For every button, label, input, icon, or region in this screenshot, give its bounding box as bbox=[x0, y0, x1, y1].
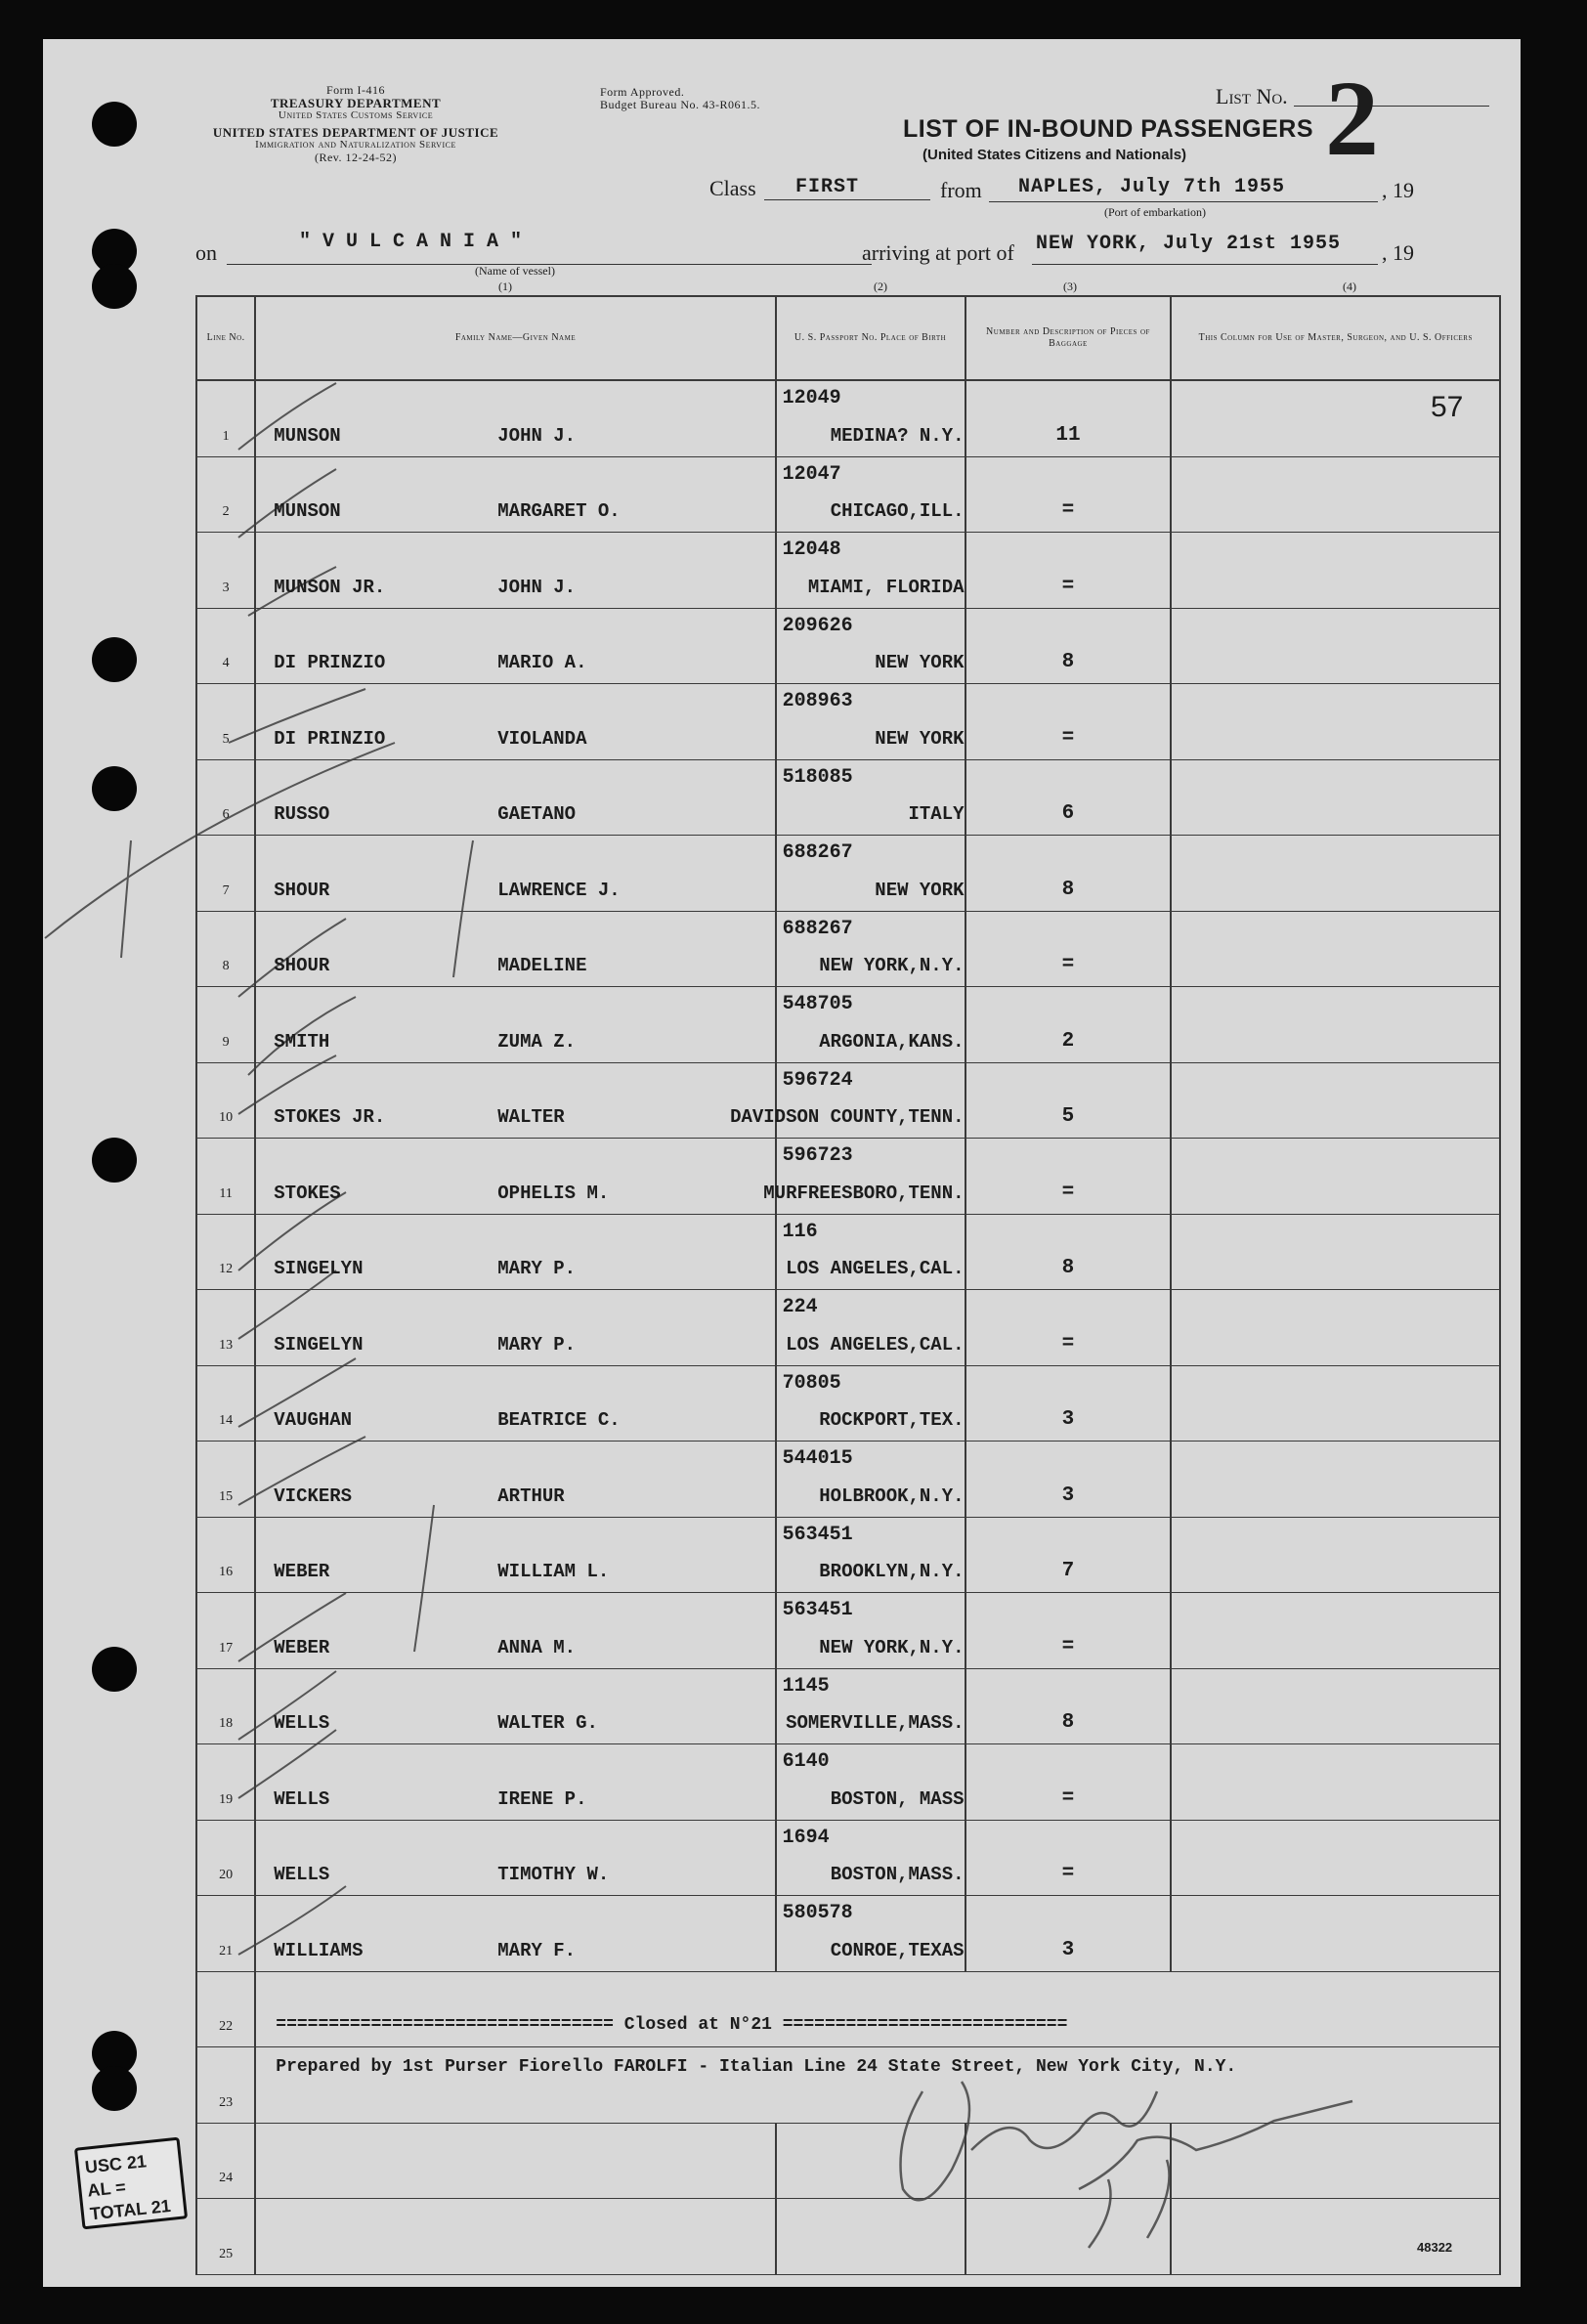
line-number: 2 bbox=[222, 504, 230, 519]
table-row bbox=[196, 1820, 1500, 1896]
given-name: LAWRENCE J. bbox=[497, 879, 621, 901]
baggage-count: = bbox=[1061, 499, 1075, 522]
place-of-birth: BOSTON,MASS. bbox=[830, 1864, 965, 1885]
col-num-4: (4) bbox=[1343, 280, 1356, 293]
given-name: WALTER G. bbox=[497, 1712, 598, 1734]
place-of-birth: CONROE,TEXAS bbox=[830, 1939, 965, 1961]
passport-number: 6140 bbox=[782, 1750, 830, 1773]
class-label: Class bbox=[709, 176, 756, 200]
place-of-birth: NEW YORK bbox=[875, 879, 965, 901]
family-name: MUNSON bbox=[274, 500, 341, 522]
col-num-1: (1) bbox=[498, 280, 512, 293]
officer-note: 57 bbox=[1431, 391, 1464, 423]
class-value: FIRST bbox=[795, 176, 860, 198]
table-row bbox=[196, 456, 1500, 533]
col-line-no: Line No. bbox=[206, 332, 245, 343]
family-name: MUNSON bbox=[274, 424, 341, 447]
table-header bbox=[196, 296, 1500, 380]
family-name: WELLS bbox=[274, 1864, 330, 1885]
customs-service: United States Customs Service bbox=[278, 109, 434, 121]
treasury-dept: TREASURY DEPARTMENT bbox=[270, 96, 442, 110]
given-name: ZUMA Z. bbox=[497, 1030, 577, 1053]
col-num-3: (3) bbox=[1063, 280, 1077, 293]
given-name: MADELINE bbox=[497, 955, 587, 976]
baggage-count: 5 bbox=[1061, 1105, 1075, 1128]
place-of-birth: ITALY bbox=[908, 803, 965, 825]
line-number: 20 bbox=[219, 1868, 234, 1882]
line-number: 8 bbox=[222, 959, 230, 973]
passport-number: 688267 bbox=[782, 917, 853, 940]
col-officer-use: This Column for Use of Master, Surgeon, and U. S. Officers bbox=[1198, 332, 1473, 343]
family-name: WEBER bbox=[274, 1636, 330, 1658]
table-row bbox=[196, 1365, 1500, 1442]
table-row bbox=[196, 1139, 1500, 1215]
place-of-birth: NEW YORK,N.Y. bbox=[819, 955, 965, 976]
vessel-name: "VULCANIA" bbox=[299, 231, 535, 253]
form-approved: Form Approved. bbox=[600, 85, 685, 99]
given-name: ARTHUR bbox=[497, 1485, 565, 1507]
justice-dept: UNITED STATES DEPARTMENT OF JUSTICE bbox=[212, 125, 499, 140]
place-of-birth: SOMERVILLE,MASS. bbox=[786, 1712, 965, 1734]
passport-number: 596723 bbox=[782, 1144, 853, 1167]
family-name: WEBER bbox=[274, 1561, 330, 1582]
stamp-al: AL = bbox=[86, 2176, 127, 2201]
passport-number: 563451 bbox=[782, 1523, 853, 1546]
baggage-count: = bbox=[1061, 1863, 1075, 1885]
line-number: 9 bbox=[222, 1034, 230, 1050]
line-number: 19 bbox=[219, 1791, 234, 1807]
table-row bbox=[196, 533, 1500, 609]
year-label: , 19 bbox=[1382, 178, 1414, 202]
place-of-birth: DAVIDSON COUNTY,TENN. bbox=[730, 1106, 965, 1128]
given-name: MARGARET O. bbox=[497, 500, 621, 522]
given-name: ANNA M. bbox=[497, 1636, 577, 1658]
line-number: 11 bbox=[219, 1185, 233, 1201]
line-number: 4 bbox=[222, 656, 230, 670]
stamp-usc: USC 21 bbox=[84, 2151, 148, 2177]
given-name: OPHELIS M. bbox=[497, 1182, 610, 1204]
passport-number: 596724 bbox=[782, 1068, 853, 1092]
place-of-birth: BOSTON, MASS bbox=[830, 1787, 965, 1810]
given-name: MARY F. bbox=[497, 1939, 577, 1961]
revision: (Rev. 12-24-52) bbox=[314, 151, 398, 164]
place-of-birth: MEDINA? N.Y. bbox=[830, 424, 965, 447]
table-row bbox=[196, 836, 1500, 912]
baggage-count: 11 bbox=[1055, 423, 1081, 447]
budget-bureau: Budget Bureau No. 43-R061.5. bbox=[600, 98, 760, 111]
baggage-count: 3 bbox=[1061, 1938, 1075, 1961]
family-name: STOKES JR. bbox=[274, 1106, 386, 1128]
table-row bbox=[196, 1442, 1500, 1518]
table-row bbox=[196, 684, 1500, 760]
line-number: 13 bbox=[219, 1337, 234, 1353]
family-name: SINGELYN bbox=[274, 1258, 364, 1279]
place-of-birth: ARGONIA,KANS. bbox=[819, 1030, 965, 1053]
closing-row bbox=[196, 1971, 1500, 2047]
given-name: WALTER bbox=[497, 1106, 565, 1128]
prepared-text: Prepared by 1st Purser Fiorello FAROLFI - Italian Line 24 State Street, New York City, N.Y. bbox=[276, 2057, 1237, 2077]
table-row bbox=[196, 1517, 1500, 1593]
line-number: 25 bbox=[219, 2246, 234, 2261]
baggage-count: 2 bbox=[1061, 1029, 1075, 1053]
baggage-count: = bbox=[1061, 954, 1075, 976]
table-row bbox=[196, 1668, 1500, 1744]
baggage-count: = bbox=[1061, 726, 1075, 750]
line-number: 12 bbox=[219, 1262, 234, 1276]
passport-number: 70805 bbox=[782, 1371, 841, 1395]
family-name: SHOUR bbox=[274, 879, 330, 901]
vessel-caption: (Name of vessel) bbox=[475, 264, 555, 278]
list-no-label: List No. bbox=[1216, 84, 1288, 108]
line-number: 7 bbox=[222, 882, 230, 898]
given-name: BEATRICE C. bbox=[497, 1409, 621, 1431]
baggage-count: 8 bbox=[1061, 878, 1075, 901]
line-number: 1 bbox=[222, 428, 230, 444]
place-of-birth: LOS ANGELES,CAL. bbox=[786, 1333, 965, 1356]
passport-number: 544015 bbox=[782, 1447, 853, 1470]
col-num-2: (2) bbox=[874, 280, 887, 293]
baggage-count: 7 bbox=[1061, 1560, 1075, 1582]
from-label: from bbox=[940, 178, 982, 202]
baggage-count: = bbox=[1061, 575, 1075, 598]
passport-number: 580578 bbox=[782, 1902, 853, 1924]
place-of-birth: CHICAGO,ILL. bbox=[830, 500, 965, 522]
arriving-label: arriving at port of bbox=[862, 240, 1014, 265]
table-row bbox=[196, 911, 1500, 987]
table-row bbox=[196, 759, 1500, 836]
col-passport: U. S. Passport No. Place of Birth bbox=[794, 332, 947, 343]
passport-number: 548705 bbox=[782, 993, 853, 1015]
given-name: IRENE P. bbox=[497, 1787, 587, 1810]
place-of-birth: MIAMI, FLORIDA bbox=[807, 576, 965, 598]
line-number: 14 bbox=[219, 1413, 234, 1428]
table-row bbox=[196, 1290, 1500, 1366]
place-of-birth: HOLBROOK,N.Y. bbox=[819, 1485, 965, 1507]
passport-number: 688267 bbox=[782, 841, 853, 864]
passport-number: 208963 bbox=[782, 690, 853, 712]
table-row bbox=[196, 1896, 1500, 1972]
place-of-birth: LOS ANGELES,CAL. bbox=[786, 1258, 965, 1279]
line-number: 24 bbox=[219, 2171, 234, 2185]
prepared-row bbox=[196, 2047, 1500, 2124]
family-name: MUNSON JR. bbox=[274, 576, 386, 598]
passenger-table bbox=[195, 295, 1501, 2275]
baggage-count: 3 bbox=[1061, 1484, 1075, 1507]
arrival-port: NEW YORK, July 21st 1955 bbox=[1036, 233, 1342, 255]
baggage-count: 3 bbox=[1061, 1408, 1075, 1431]
closed-text: ================================ Closed at N°21 =========================== bbox=[276, 2015, 1068, 2035]
manifest-sheet bbox=[43, 39, 1521, 2287]
year2-label: , 19 bbox=[1382, 240, 1414, 265]
family-name: STOKES bbox=[274, 1182, 341, 1204]
passport-number: 1145 bbox=[782, 1674, 830, 1698]
given-name: MARY P. bbox=[497, 1258, 577, 1279]
given-name: VIOLANDA bbox=[497, 727, 587, 750]
table-row bbox=[196, 1214, 1500, 1290]
form-title: LIST OF IN-BOUND PASSENGERS bbox=[903, 115, 1314, 143]
baggage-count: 8 bbox=[1061, 1257, 1075, 1279]
given-name: WILLIAM L. bbox=[497, 1561, 610, 1582]
footer-code: 48322 bbox=[1417, 2240, 1453, 2255]
family-name: DI PRINZIO bbox=[274, 652, 386, 673]
line-number: 16 bbox=[219, 1565, 234, 1579]
baggage-count: 8 bbox=[1061, 651, 1075, 673]
family-name: VAUGHAN bbox=[274, 1409, 353, 1431]
passport-number: 12049 bbox=[782, 387, 841, 409]
passport-number: 563451 bbox=[782, 1599, 853, 1621]
table-row bbox=[196, 987, 1500, 1063]
family-name: DI PRINZIO bbox=[274, 727, 386, 750]
line-number: 15 bbox=[219, 1488, 234, 1504]
passport-number: 209626 bbox=[782, 614, 853, 637]
table-row bbox=[196, 608, 1500, 684]
col-name: Family Name—Given Name bbox=[454, 332, 577, 343]
embark-caption: (Port of embarkation) bbox=[1104, 205, 1206, 219]
line-number: 3 bbox=[222, 580, 230, 595]
given-name: MARY P. bbox=[497, 1333, 577, 1356]
table-row bbox=[196, 1593, 1500, 1669]
given-name: MARIO A. bbox=[497, 652, 587, 673]
table-row bbox=[196, 380, 1500, 456]
passport-number: 116 bbox=[782, 1220, 818, 1243]
line-number: 23 bbox=[219, 2094, 234, 2110]
place-of-birth: ROCKPORT,TEX. bbox=[819, 1409, 965, 1431]
place-of-birth: BROOKLYN,N.Y. bbox=[819, 1561, 965, 1582]
given-name: JOHN J. bbox=[497, 424, 577, 447]
given-name: TIMOTHY W. bbox=[497, 1864, 610, 1885]
place-of-birth: NEW YORK bbox=[875, 727, 965, 750]
line-number: 21 bbox=[219, 1943, 234, 1958]
col-baggage: Number and Description of Pieces of Baggage bbox=[986, 326, 1150, 349]
family-name: SINGELYN bbox=[274, 1333, 364, 1356]
given-name: JOHN J. bbox=[497, 576, 577, 598]
ins-service: Immigration and Naturalization Service bbox=[255, 139, 456, 151]
line-number: 5 bbox=[222, 731, 230, 747]
passport-number: 12048 bbox=[782, 538, 841, 561]
line-number: 18 bbox=[219, 1716, 234, 1731]
table-row bbox=[196, 1062, 1500, 1139]
place-of-birth: NEW YORK,N.Y. bbox=[819, 1636, 965, 1658]
baggage-count: = bbox=[1061, 1332, 1075, 1356]
baggage-count: 6 bbox=[1061, 802, 1075, 825]
family-name: RUSSO bbox=[274, 803, 330, 825]
line-number: 22 bbox=[219, 2019, 234, 2034]
empty-row bbox=[196, 2199, 1500, 2275]
form-number: Form I-416 bbox=[326, 83, 385, 97]
list-number: 2 bbox=[1325, 59, 1379, 178]
on-label: on bbox=[195, 240, 217, 265]
empty-row bbox=[196, 2123, 1500, 2199]
table-row bbox=[196, 1744, 1500, 1821]
total-stamp bbox=[74, 2137, 188, 2230]
baggage-count: = bbox=[1061, 1635, 1075, 1658]
place-of-birth: NEW YORK bbox=[875, 652, 965, 673]
family-name: WILLIAMS bbox=[274, 1939, 364, 1961]
family-name: SMITH bbox=[274, 1030, 330, 1053]
baggage-count: 8 bbox=[1061, 1711, 1075, 1734]
place-of-birth: MURFREESBORO,TENN. bbox=[763, 1182, 965, 1204]
embarkation-port: NAPLES, July 7th 1955 bbox=[1018, 176, 1286, 198]
family-name: SHOUR bbox=[274, 955, 330, 976]
passport-number: 12047 bbox=[782, 462, 841, 486]
passport-number: 1694 bbox=[782, 1826, 830, 1849]
line-number: 10 bbox=[219, 1110, 234, 1125]
baggage-count: = bbox=[1061, 1786, 1075, 1810]
baggage-count: = bbox=[1061, 1181, 1075, 1204]
passport-number: 518085 bbox=[782, 765, 853, 789]
line-number: 17 bbox=[219, 1640, 234, 1656]
line-number: 6 bbox=[222, 807, 230, 822]
family-name: WELLS bbox=[274, 1712, 330, 1734]
given-name: GAETANO bbox=[497, 803, 577, 825]
form-subtitle: (United States Citizens and Nationals) bbox=[922, 147, 1187, 163]
stamp-total: TOTAL 21 bbox=[89, 2195, 172, 2224]
passport-number: 224 bbox=[782, 1296, 818, 1318]
family-name: WELLS bbox=[274, 1787, 330, 1810]
family-name: VICKERS bbox=[274, 1485, 353, 1507]
